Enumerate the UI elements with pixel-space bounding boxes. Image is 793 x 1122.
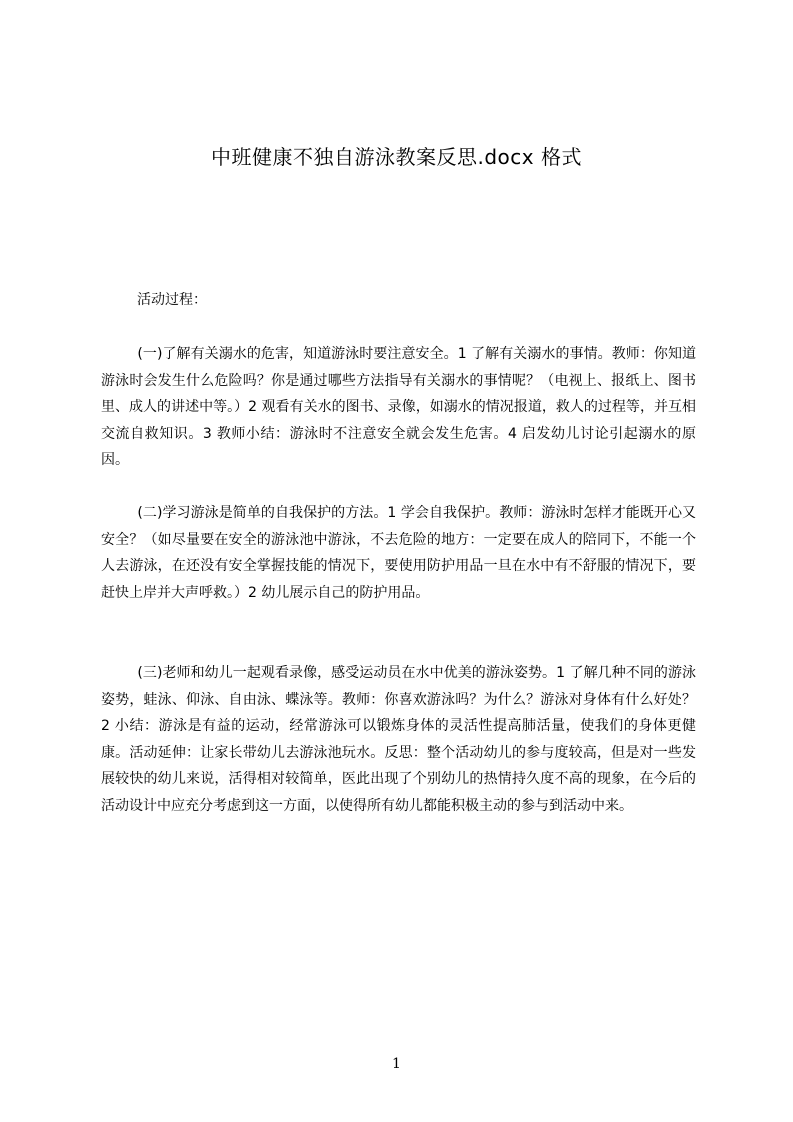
- section-heading: 活动过程：: [137, 292, 207, 308]
- paragraph-1: (一)了解有关溺水的危害，知道游泳时要注意安全。1 了解有关溺水的事情。教师：你知道游泳时会发生什么危险吗？你是通过哪些方法指导有关溺水的事情呢？（电视上、报纸上、图书里、成人的讲述中等。）2 观看有关水的图书、录像，如溺水的情况报道，救人的过程等，并互相交流自救知识。3 教师小结：游泳时不注意安全就会发生危害。4 启发幼儿讨论引起溺水的原因。: [101, 346, 696, 468]
- paragraph-2: (二)学习游泳是简单的自我保护的方法。1 学会自我保护。教师：游泳时怎样才能既开心又安全？（如尽量要在安全的游泳池中游泳，不去危险的地方：一定要在成人的陪同下，不能一个人去游泳，在还没有安全掌握技能的情况下，要使用防护用品一旦在水中有不舒服的情况下，要赶快上岸并大声呼救。）2 幼儿展示自己的防护用品。: [101, 505, 696, 601]
- document-title: 中班健康不独自游泳教案反思.docx 格式: [211, 145, 582, 169]
- paragraph-3: (三)老师和幼儿一起观看录像，感受运动员在水中优美的游泳姿势。1 了解几种不同的游泳姿势，蛙泳、仰泳、自由泳、蝶泳等。教师：你喜欢游泳吗？为什么？游泳对身体有什么好处？2 小结：游泳是有益的运动，经常游泳可以锻炼身体的灵活性提高肺活量，使我们的身体更健康。活动延伸：让家长带幼儿去游泳池玩水。反思：整个活动幼儿的参与度较高，但是对一些发展较快的幼儿来说，活得相对较简单，医此出现了个别幼儿的热情持久度不高的现象，在今后的活动设计中应充分考虑到这一方面，以使得所有幼儿都能积极主动的参与到活动中来。: [101, 665, 696, 814]
- page-number: 1: [392, 1056, 401, 1072]
